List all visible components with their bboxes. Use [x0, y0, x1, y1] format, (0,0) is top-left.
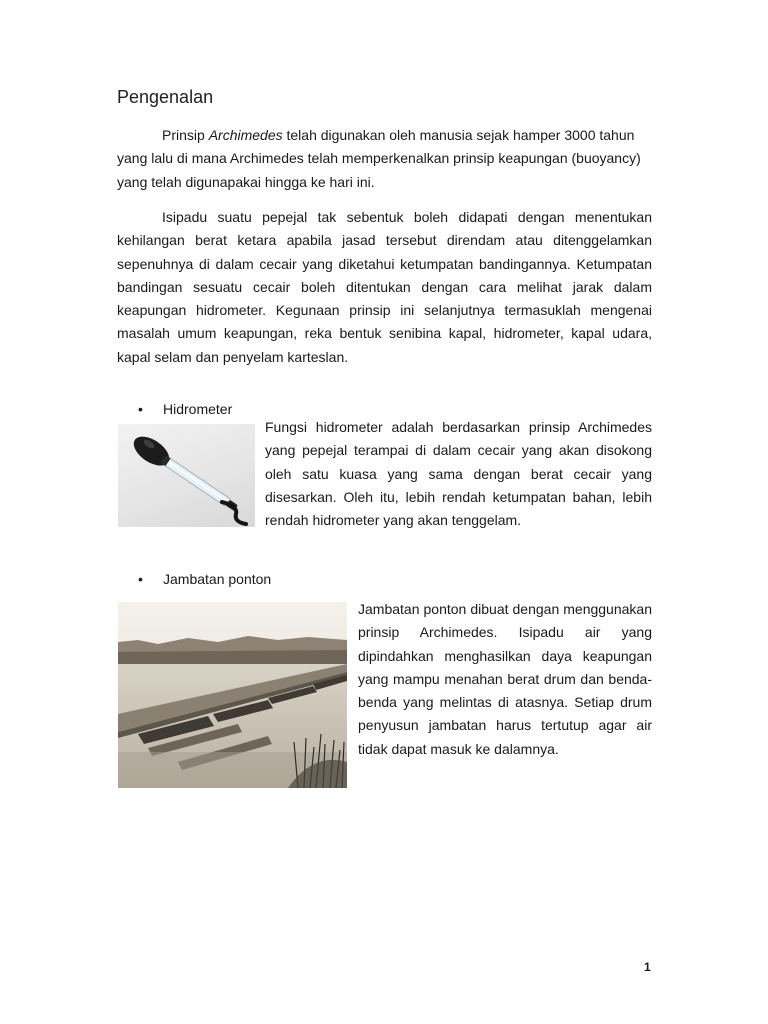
bullet-dot: •: [138, 571, 143, 587]
pontoon-bridge-photo: [118, 602, 347, 788]
jambatan-ponton-description: Jambatan ponton dibuat dengan menggunakan prinsip Archimedes. Isipadu air yang dipindahkan menghasilkan daya keapungan yang mampu menahan berat drum dan benda-benda yang melintas di atasnya. Setiap drum penyusun jambatan harus tertutup agar air tidak dapat masuk ke dalamnya.: [358, 601, 652, 757]
hidrometer-description: Fungsi hidrometer adalah berdasarkan prinsip Archimedes yang pepejal terampai di dalam cecair yang akan disokong oleh satu kuasa yang sama dengan berat cecair yang disesarkan. Oleh itu, lebih rendah ketumpatan bahan, lebih rendah hidrometer yang akan tenggelam.: [265, 419, 652, 529]
intro-paragraph-1: [117, 124, 652, 194]
intro-p1-before: Prinsip: [162, 127, 209, 143]
section-heading-jambatan-ponton: Jambatan ponton: [163, 571, 272, 587]
pontoon-bridge-illustration: [118, 602, 347, 788]
section-heading-hidrometer: Hidrometer: [163, 401, 233, 417]
intro-p1-after: telah digunakan oleh manusia sejak hamper 3000 tahun yang lalu di mana Archimedes telah memperkenalkan prinsip keapungan (buoyancy) yang telah digunapakai hingga ke hari ini.: [117, 127, 641, 190]
intro-p2-text: Isipadu suatu pepejal tak sebentuk boleh didapati dengan menentukan kehilangan berat ketara apabila jasad tersebut direndam atau ditenggelamkan sepenuhnya di dalam cecair yang diketahui ketumpatan bandingannya. Ketumpatan bandingan sesuatu cecair boleh ditentukan dengan cara melihat jarak dalam keapungan hidrometer. Kegunaan prinsip ini selanjutnya termasuklah mengenai masalah umum keapungan, reka bentuk senibina kapal, hidrometer, kapal udara, kapal selam dan penyelam karteslan.: [117, 209, 652, 365]
page-title: Pengenalan: [117, 87, 214, 107]
bullet-dot: •: [138, 401, 143, 417]
intro-paragraph-2: [117, 206, 652, 369]
page-number: 1: [644, 960, 651, 974]
hydrometer-photo: [118, 424, 255, 527]
hydrometer-illustration: [118, 424, 255, 527]
intro-p1-italic: Archimedes: [208, 127, 283, 143]
